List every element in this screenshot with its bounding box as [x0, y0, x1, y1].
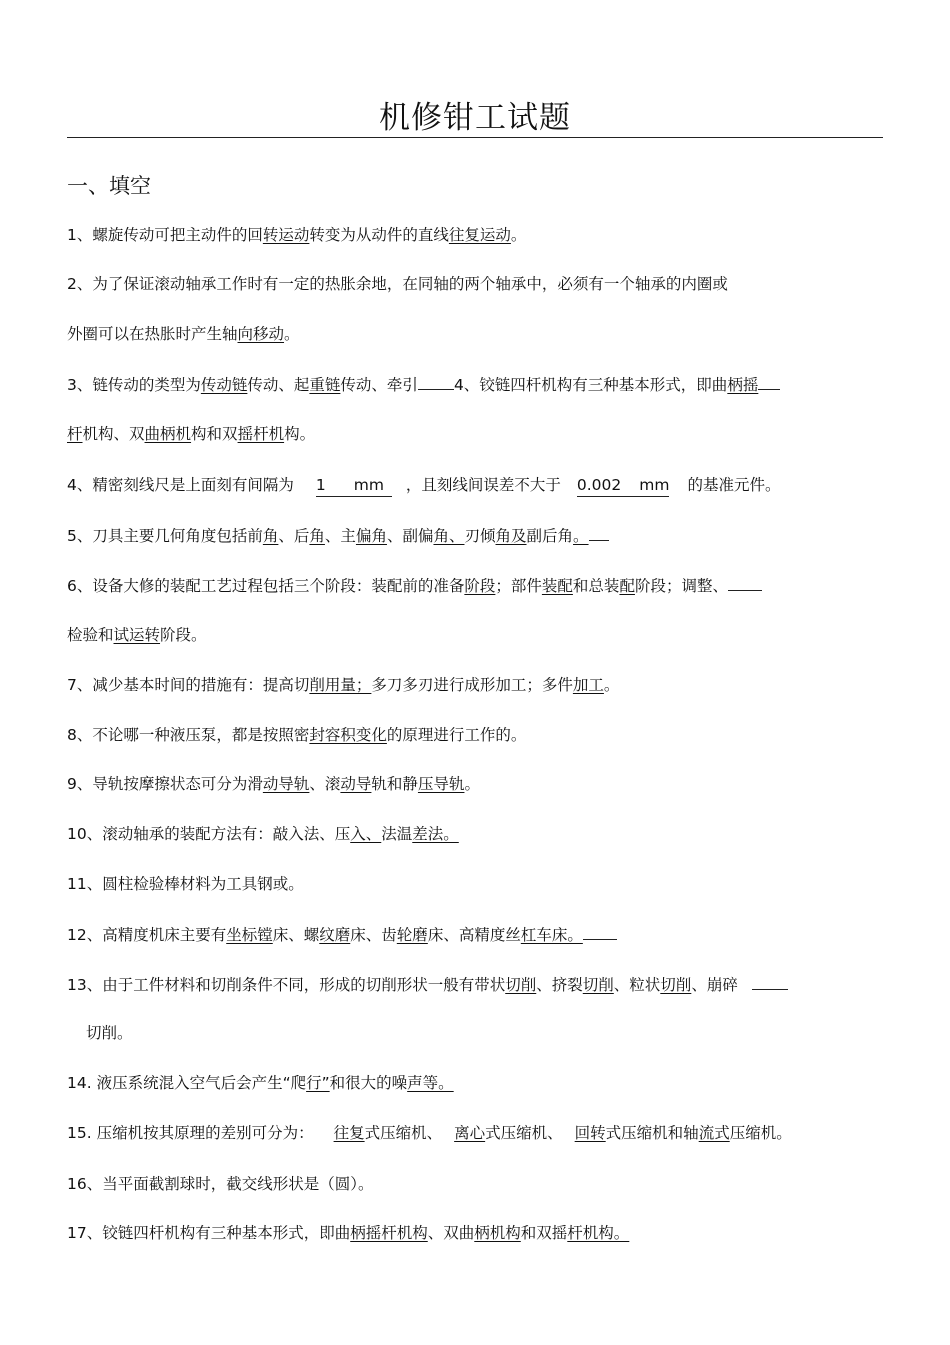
question-2-cont: 外圈可以在热胀时产生轴向移动。: [67, 325, 300, 343]
question-15: 15. 压缩机按其原理的差别可分为： 往复式压缩机、 离心式压缩机、 回转式压缩机和轴流式压缩机。: [67, 1124, 792, 1142]
question-5: 5、刀具主要几何角度包括前角、后角、主偏角、副偏角、刃倾角及副后角。: [67, 524, 609, 547]
question-11: 11、圆柱检验棒材料为工具钢或。: [67, 875, 304, 893]
question-13: 13、由于工件材料和切削条件不同，形成的切削形状一般有带状切削、挤裂切削、粒状切削、崩碎: [67, 973, 788, 996]
question-1: 1、螺旋传动可把主动件的回转运动转变为从动件的直线往复运动。: [67, 226, 527, 244]
question-17: 17、铰链四杆机构有三种基本形式，即曲柄摇杆机构、双曲柄机构和双摇杆机构。: [67, 1224, 630, 1242]
question-6-cont: 检验和试运转阶段。: [67, 626, 207, 644]
question-6: 6、设备大修的装配工艺过程包括三个阶段：装配前的准备阶段；部件装配和总装配阶段；调整、: [67, 574, 762, 597]
question-9: 9、导轨按摩擦状态可分为滑动导轨、滚动导轨和静压导轨。: [67, 775, 480, 793]
question-14: 14. 液压系统混入空气后会产生“爬行”和很大的噪声等。: [67, 1074, 454, 1092]
page-title: 机修钳工试题: [379, 100, 571, 136]
question-12: 12、高精度机床主要有坐标镗床、螺纹磨床、齿轮磨床、高精度丝杠车床。: [67, 923, 617, 946]
question-3: 3、链传动的类型为传动链传动、起重链传动、牵引 4、铰链四杆机构有三种基本形式，即曲柄摇: [67, 373, 780, 396]
question-16: 16、当平面截割球时，截交线形状是（圆）。: [67, 1175, 374, 1193]
question-2: 2、为了保证滚动轴承工作时有一定的热胀余地，在同轴的两个轴承中，必须有一个轴承的内圈或: [67, 275, 728, 293]
section-heading: 一、填空: [67, 174, 151, 198]
question-10: 10、滚动轴承的装配方法有：敲入法、压入、法温差法。: [67, 825, 459, 843]
question-8: 8、不论哪一种液压泵，都是按照密封容积变化的原理进行工作的。: [67, 726, 527, 744]
title-divider: [67, 137, 883, 138]
question-13-cont: 切削。: [86, 1024, 133, 1042]
question-4: 4、精密刻线尺是上面刻有间隔为 1 mm ，且刻线间误差不大于 0.002 mm 的基准元件。: [67, 474, 780, 497]
question-3-cont: 杆机构、双曲柄机构和双摇杆机构。: [67, 425, 316, 443]
question-7: 7、减少基本时间的措施有：提高切削用量；多刀多刃进行成形加工；多件加工。: [67, 676, 620, 694]
